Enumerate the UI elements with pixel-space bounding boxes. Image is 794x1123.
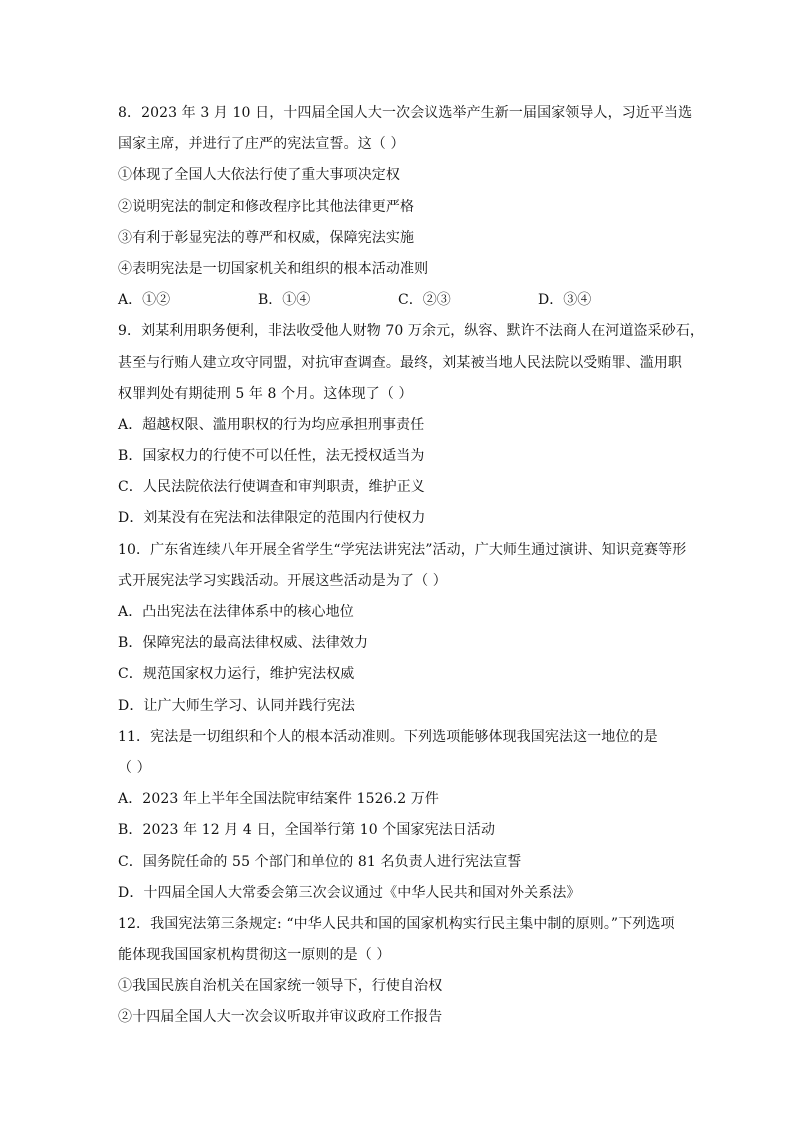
q9-stem-line-1: 9．刘某利用职务便利，非法收受他人财物 70 万余元，纵容、默许不法商人在河道盗采砂石， (118, 323, 705, 340)
q9-option-c: C．人民法院依法行使调查和审判职责，维护正义 (118, 479, 425, 496)
q8-stem-line-2: 国家主席，并进行了庄严的宪法宣誓。这（ ） (118, 136, 405, 153)
q10-option-c: C．规范国家权力运行，维护宪法权威 (118, 666, 355, 683)
q9-option-d: D．刘某没有在宪法和法律限定的范围内行使权力 (118, 510, 426, 527)
q11-stem-line-2: （ ） (118, 759, 151, 776)
q8-item-2: ②说明宪法的制定和修改程序比其他法律更严格 (118, 198, 415, 215)
q9-stem-line-2: 甚至与行贿人建立攻守同盟，对抗审查调查。最终，刘某被当地人民法院以受贿罪、滥用职 (118, 354, 682, 371)
q11-option-c: C．国务院任命的 55 个部门和单位的 81 名负责人进行宪法宣誓 (118, 853, 522, 870)
q8-option-b: B．①④ (258, 292, 311, 309)
q8-option-d: D．③④ (538, 292, 592, 309)
q8-item-1: ①体现了全国人大依法行使了重大事项决定权 (118, 167, 400, 184)
q8-options (118, 285, 678, 316)
q12-item-1: ①我国民族自治机关在国家统一领导下，行使自治权 (118, 978, 443, 995)
q10-stem-line-1: 10．广东省连续八年开展全省学生“学宪法讲宪法”活动，广大师生通过演讲、知识竞赛等形 (118, 541, 687, 558)
q12-stem-line-2: 能体现我国国家机构贯彻这一原则的是（ ） (118, 947, 391, 964)
q10-option-b: B．保障宪法的最高法律权威、法律效力 (118, 635, 369, 652)
q8-stem-line-1: 8．2023 年 3 月 10 日，十四届全国人大一次会议选举产生新一届国家领导人，习近平当选 (118, 105, 693, 121)
q11-option-d: D．十四届全国人大常委会第三次会议通过《中华人民共和国对外关系法》 (118, 884, 581, 901)
q10-stem-line-2: 式开展宪法学习实践活动。开展这些活动是为了（ ） (118, 572, 447, 589)
q8-item-4: ④表明宪法是一切国家机关和组织的根本活动准则 (118, 260, 429, 277)
q11-option-b: B．2023 年 12 月 4 日，全国举行第 10 个国家宪法日活动 (118, 822, 496, 839)
q10-option-a: A．凸出宪法在法律体系中的核心地位 (118, 604, 354, 620)
q9-option-b: B．国家权力的行使不可以任性，法无授权适当为 (118, 448, 425, 465)
q11-option-a: A．2023 年上半年全国法院审结案件 1526.2 万件 (118, 791, 439, 808)
q12-item-2: ②十四届全国人大一次会议听取并审议政府工作报告 (118, 1009, 443, 1026)
q11-stem-line-1: 11．宪法是一切组织和个人的根本活动准则。下列选项能够体现我国宪法这一地位的是 (118, 728, 658, 745)
q9-stem-line-3: 权罪判处有期徒刑 5 年 8 个月。这体现了（ ） (118, 385, 413, 402)
exam-page (118, 98, 705, 1034)
q12-stem-line-1: 12．我国宪法第三条规定: “中华人民共和国的国家机构实行民主集中制的原则。”下列选项 (118, 915, 675, 932)
q8-option-c: C．②③ (398, 292, 451, 309)
q8-item-3: ③有利于彰显宪法的尊严和权威，保障宪法实施 (118, 229, 415, 246)
q10-option-d: D．让广大师生学习、认同并践行宪法 (118, 697, 355, 714)
q9-option-a: A．超越权限、滥用职权的行为均应承担刑事责任 (118, 416, 425, 433)
q8-option-a: A．①② (118, 292, 171, 309)
